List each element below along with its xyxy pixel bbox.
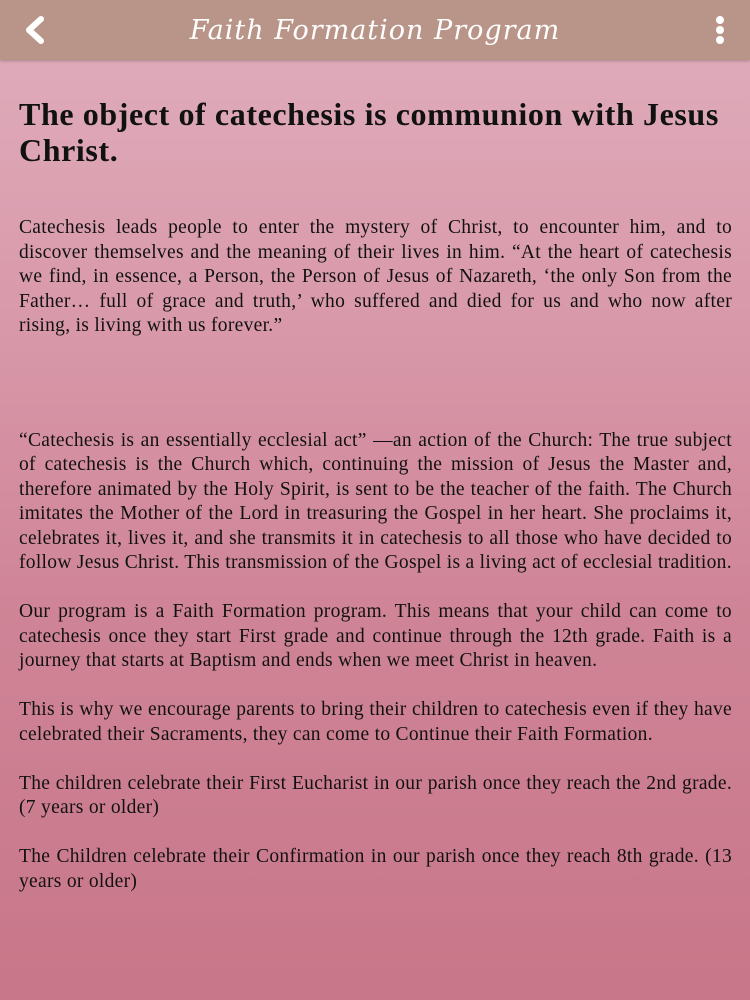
paragraph-catechesis-intro: Catechesis leads people to enter the mystery of Christ, to encounter him, and to discover themselves and the meaning of their lives in him. “At the heart of catechesis we find, in essence, a Person, the Person of Jesus of Nazareth, ‘the only Son from the Father… full of grace and truth,’ who suffered and died for us and who now after rising, is living with us forever.” (19, 217, 732, 336)
back-button[interactable] (14, 10, 54, 50)
paragraph-first-eucharist: The children celebrate their First Eucharist in our parish once they reach the 2nd grade. (7 years or older) (19, 772, 732, 818)
page-heading: The object of catechesis is communion with Jesus Christ. (19, 96, 719, 168)
overflow-menu-button[interactable] (708, 12, 732, 48)
article-content (19, 96, 732, 894)
paragraph-encourage-parents: This is why we encourage parents to bring their children to catechesis even if they have celebrated their Sacraments, they can come to Continue their Faith Formation. (19, 699, 732, 745)
chevron-left-icon (21, 15, 47, 45)
more-vert-icon (714, 15, 726, 45)
paragraph-program-overview: Our program is a Faith Formation program. This means that your child can come to catechesis once they start First grade and continue through the 12th grade. Faith is a journey that starts at Baptism and ends when we meet Christ in heaven. (19, 601, 732, 671)
app-title: Faith Formation Program (189, 15, 561, 46)
paragraph-confirmation: The Children celebrate their Confirmation in our parish once they reach 8th grade. (13 years or older) (19, 846, 732, 892)
paragraph-ecclesial-act: “Catechesis is an essentially ecclesial act” —an action of the Church: The true subject of catechesis is the Church which, continuing the mission of Jesus the Master and, therefore animated by the Holy Spirit, is sent to be the teacher of the faith. The Church imitates the Mother of the Lord in treasuring the Gospel in her heart. She proclaims it, celebrates it, lives it, and she transmits it in catechesis to all those who have decided to follow Jesus Christ. This transmission of the Gospel is a living act of ecclesial tradition. (19, 429, 732, 573)
app-bar (0, 0, 750, 60)
